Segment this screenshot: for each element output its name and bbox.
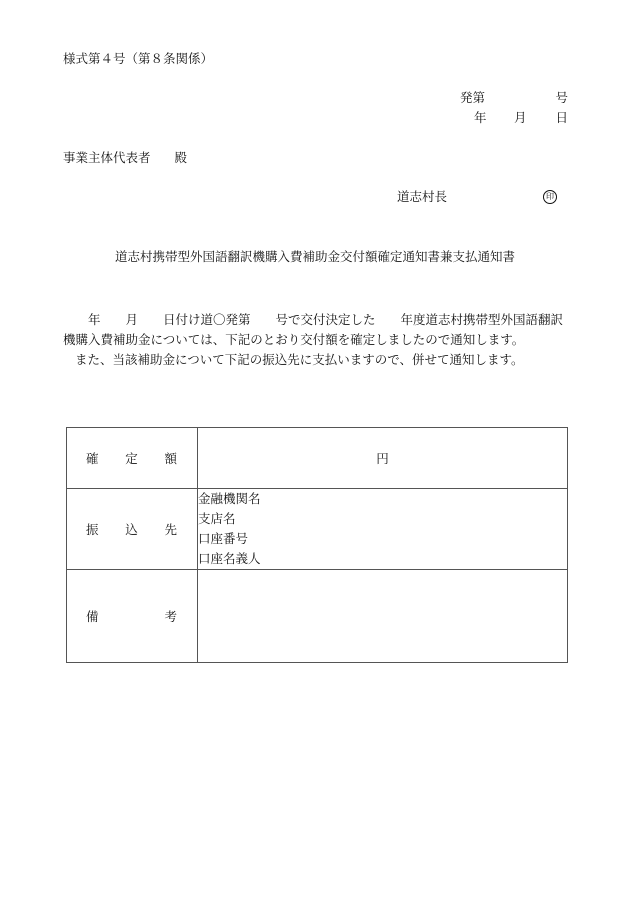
date-day: 日	[555, 110, 568, 125]
document-title: 道志村携帯型外国語翻訳機購入費補助金交付額確定通知書兼支払通知書	[114, 249, 515, 264]
details-table	[66, 427, 568, 663]
body-paragraph-1: 年 月 日付け道〇発第 号で交付決定した 年度道志村携帯型外国語翻訳機購入費補助金については、下記のとおり交付額を確定しましたので通知します。	[63, 312, 564, 347]
label-char: 確	[86, 451, 99, 466]
bank-field-branch: 支店名	[198, 511, 236, 526]
issue-prefix: 発第	[460, 90, 486, 105]
table-row-remarks	[67, 570, 568, 663]
label-char: 定	[125, 451, 138, 466]
recipient-name: 事業主体代表者	[63, 150, 151, 165]
yen-unit: 円	[376, 451, 389, 466]
form-number-label: 様式第４号（第８条関係）	[63, 51, 214, 66]
body-paragraph-2: また、当該補助金について下記の振込先に支払いますので、併せて通知します。	[75, 352, 524, 367]
date-month: 月	[514, 110, 527, 125]
remarks-value-cell	[198, 570, 568, 663]
date-year: 年	[474, 110, 487, 125]
label-cell-transfer-destination	[67, 489, 198, 570]
label-char: 考	[164, 609, 177, 624]
amount-value-cell	[198, 428, 568, 489]
label-cell-remarks	[67, 570, 198, 663]
label-char: 込	[125, 522, 138, 537]
issue-suffix: 号	[555, 90, 568, 105]
table-row-confirmed-amount	[67, 428, 568, 489]
label-char: 先	[164, 522, 177, 537]
table-row-transfer-destination	[67, 489, 568, 570]
sender-name: 道志村長	[397, 189, 448, 204]
label-char: 額	[164, 451, 177, 466]
notice-body	[63, 310, 569, 370]
bank-field-account-number: 口座番号	[198, 531, 249, 546]
bank-field-institution: 金融機関名	[198, 491, 261, 506]
bank-field-account-holder: 口座名義人	[198, 551, 261, 566]
label-char: 備	[86, 609, 99, 624]
label-char: 振	[86, 522, 99, 537]
label-cell-confirmed-amount	[67, 428, 198, 489]
recipient-honorific: 殿	[174, 150, 188, 165]
sender-line	[397, 189, 554, 204]
bank-details-cell	[198, 489, 568, 570]
seal-mark-icon: 印	[543, 190, 557, 204]
recipient-line	[63, 152, 187, 165]
